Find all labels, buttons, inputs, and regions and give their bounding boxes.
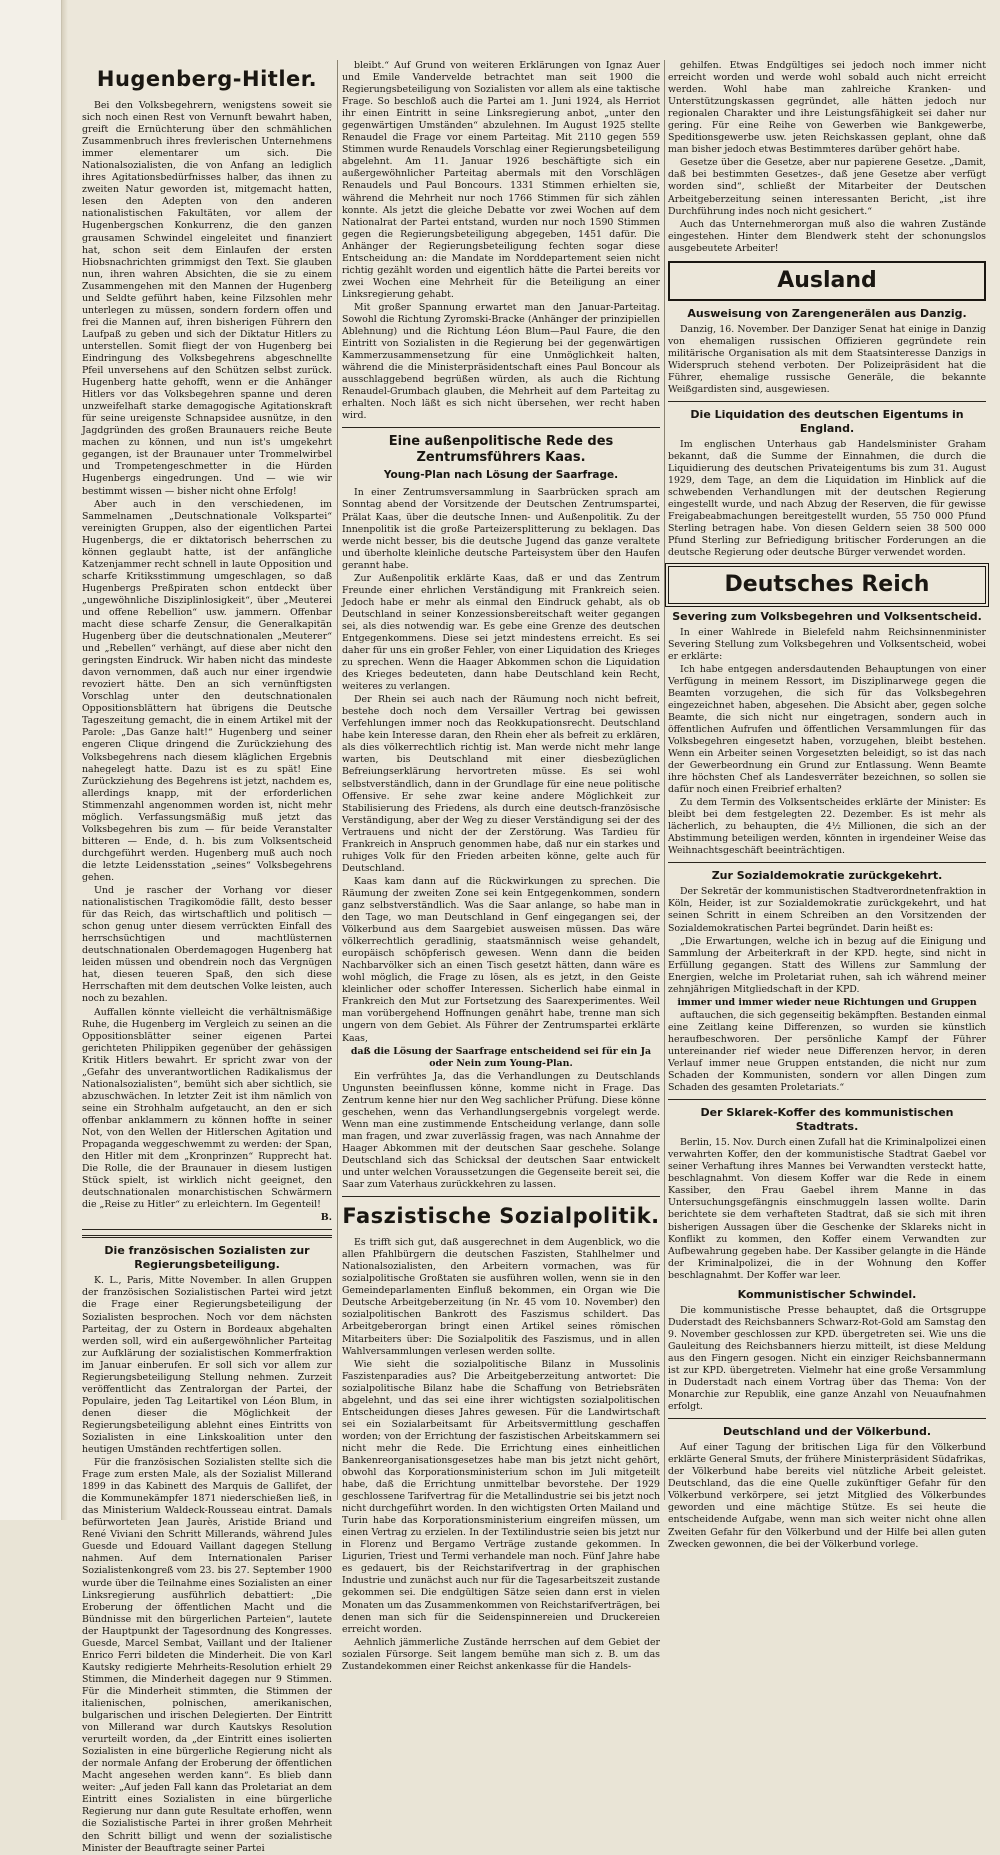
separator [668, 1418, 986, 1419]
article-paragraph: Im englischen Unterhaus gab Handelsminister Graham bekannt, daß die Summe der Einnahmen, die durch die Liquidierung des deutschen Privateigentums bis zum 31. August 1929, dem Tage, an dem die Liquidation im Hinblick auf die schwebenden Verhandlungen mit der deutschen Regierung eingestellt wurde, und nach Abzug der Reserven, die für gewisse Freigabeabmachungen bereitgestellt wurden, 55 750 000 Pfund Sterling betragen habe. Von diesen Geldern seien 38 500 000 Pfund Sterling zur Befriedigung britischer Forderungen an die deutsche Regierung oder deutsche Bürger verwendet worden. [668, 439, 986, 559]
separator [342, 427, 660, 428]
article-paragraph: In einer Zentrumsversammlung in Saarbrücken sprach am Sonntag abend der Vorsitzende der Deutschen Zentrumspartei, Prälat Kaas, über die deutsche Innen- und Außenpolitik. Zu der Innenpolitik ist die große Parteizersplitterung zu beklagen. Das werde nicht besser, bis die deutsche Jugend das ganze veraltete und überholte kleinliche deutsche Parteisystem über den Haufen gerannt habe. [342, 487, 660, 571]
headline-liquidation: Die Liquidation des deutschen Eigentums in England. [690, 408, 964, 436]
article-paragraph: Aber auch in den verschiedenen, im Sammelnamen „Deutschnationale Volkspartei“ vereinigten Gruppen, also der eigentlichen Partei Hugenbergs, die er diktatorisch beherrschen zu können geglaubt hatte, ist der anfängliche Katzenjammer recht schnell in laute Opposition und scharfe Kritiksstimmung umgeschlagen, so daß Hugenbergs Preßpiraten schon entdeckt über „ungewöhnliche Disziplinlosigkeit“, über „Meuterei und offene Rebellion“ usw. jammern. Offenbar macht diese scharfe Zensur, die Generalkapitän Hugenberg über die deutschnationalen „Meuterer“ und „Rebellen“ verhängt, auf diese aber nicht den geringsten Eindruck. Wir haben nicht das mindeste davon vernommen, daß auch nur einer irgendwie revoziert hätte. Den an sich vernünftigsten Vorschlag unter den deutschnationalen Oppositionsblättern hat übrigens die Deutsche Tageszeitung gemacht, die in einem Artikel mit der Parole: „Das Ganze halt!“ Hugenberg und seiner engeren Clique dringend die Zurückziehung des Volksbegehrens nach diesem kläglichen Ergebnis nahegelegt hatte. Dazu ist es zu spät! Eine Zurückziehung des Begehrens ist jetzt, nachdem es, allerdings knapp, mit der erforderlichen Stimmenzahl angenommen worden ist, nicht mehr möglich. Verfassungsmäßig muß jetzt das Volksbegehren bis zum — für beide Veranstalter bitteren — Ende, d. h. bis zum Volksentscheid durchgeführt werden. Hugenberg muß auch noch die letzte Leidensstation „seines“ Volksbegehrens gehen. [82, 498, 332, 883]
article-paragraph: Auffallen könnte vielleicht die verhältnismäßige Ruhe, die Hugenberg im Vergleich zu seinen an die Oppositionsblätter seiner eigenen Partei gerichteten Philippiken gegenüber der gehässigen Kritik Hitlers bewahrt. Er spricht zwar von der „Gefahr des unverantwortlichen Radikalismus der Nationalsozialisten“, bemüht sich aber sichtlich, sie abzuschwächen. In letzter Zeit ist ihm nämlich von seine ein Strohhalm aufgetaucht, an den er sich offenbar anklammern zu können hoffte in seiner Not, von den Wellen der Hitlerschen Agitation und Propaganda weggeschwemmt zu werden: der Span, den Hitler mit dem „Kronprinzen“ Rupprecht hat. Die Rolle, die der Braunauer in diesem lustigen Stück spielt, ist wirklich nicht geeignet, den deutschnationalen monarchistischen Schwärmern die „Reise zu Hitler“ zu erleichtern. Im Gegenteil! [82, 1006, 332, 1211]
article-paragraph: Die kommunistische Presse behauptet, daß die Ortsgruppe Duderstadt des Reichsbanners Schwarz-Rot-Gold am Samstag den 9. November geschlossen zur KPD. übergetreten sei. Wie uns die Gauleitung des Reichsbanners hierzu mitteilt, ist diese Meldung aus den Fingern gesogen. Nicht ein einziger Reichsbannermann ist zur KPD. übergetreten. Vielmehr hat eine große Versammlung in Duderstadt nach einem Vortrag über das Thema: Von der Monarchie zur Republik, eine ganze Anzahl von Neuaufnahmen erfolgt. [668, 1304, 986, 1413]
column-2 [342, 60, 660, 1672]
article-paragraph: Und je rascher der Vorhang vor dieser nationalistischen Tragikomödie fällt, desto besser für das Reich, das wirtschaftlich und politisch — schon genug unter diesem verrückten Einfall des herrschsüchtigen und machtlüsternen deutschnationalen Oberdemagogen Hugenberg hat leiden müssen und obendrein noch das Vergnügen hat, diesen teueren Spaß, den sich diese Herrschaften mit dem deutschen Volke leisten, auch noch zu bezahlen. [82, 885, 332, 1005]
column-1 [82, 60, 332, 1854]
separator [82, 1235, 332, 1238]
article-paragraph: Es trifft sich gut, daß ausgerechnet in dem Augenblick, wo die allen Pfahlbürgern die deutschen Faszisten, Stahlhelmer und Nationalsozialisten, den Arbeitern vormachen, was für sozialpolitische Großtaten sie ausführen wollen, wenn sie in den Gemeindeparlamenten Einfluß bekommen, ein Organ wie Die Deutsche Arbeitgeberzeitung (in Nr. 45 vom 10. November) den sozialpolitischen Bankrott des Faszismus schildert. Das Arbeitgeberorgan bringt einen Artikel seines römischen Mitarbeiters über: Die Sozialpolitik des Faszismus, und in allen Wahlversammlungen verlesen werden sollte. [342, 1237, 660, 1357]
column-3 [668, 60, 987, 1550]
page-fold [62, 0, 68, 1520]
article-paragraph: Für die französischen Sozialisten stellte sich die Frage zum ersten Male, als der Sozialist Millerand 1899 in das Kabinett des Marquis de Gallifet, der die Kommunekämpfer 1871 niederschießen ließ, in das Ministerium Waldeck-Rousseau eintrat. Damals befürworteten Jean Jaurès, Aristide Briand und René Viviani den Schritt Millerands, während Jules Guesde und Edouard Vaillant dagegen Stellung nahmen. Auf dem Internationalen Pariser Sozialistenkongreß vom 23. bis 27. September 1900 wurde über die Teilnahme eines Sozialisten an einer Linksregierung ausführlich debattiert: „Die Eroberung der öffentlichen Macht und die Bündnisse mit den bürgerlichen Parteien“, lautete der Hauptpunkt der Tagesordnung des Kongresses. Guesde, Marcel Sembat, Vaillant und der Italiener Enrico Ferri bildeten die Minderheit. Die von Karl Kautsky redigierte Mehrheits-Resolution erhielt 29 Stimmen, die Minderheit dagegen nur 9 Stimmen. Für die Minderheit stimmten, die Stimmen der italienischen, polnischen, amerikanischen, bulgarischen und irischen Delegierten. Der Eintritt von Millerand war durch Kautskys Resolution verurteilt worden, da „der Eintritt eines isolierten Sozialisten in eine bürgerliche Regierung nicht als der normale Anfang der Eroberung der öffentlichen Macht angesehen werden kann“. Es blieb dann weiter: „Auf jeden Fall kann das Proletariat an dem Eintritt eines Sozialisten in eine bürgerliche Regierung nur dann gute Resultate erhoffen, wenn die Sozialistische Partei in ihrer großen Mehrheit den Schritt billigt und wenn der sozialistische Minister der Beauftragte seiner Partei [82, 1457, 332, 1854]
article-emphasis: daß die Lösung der Saarfrage entscheidend sei für ein Ja oder Nein zum Young-Plan. [350, 1045, 652, 1069]
headline-sklarek-koffer: Der Sklarek-Koffer des kommunistischen Stadtrats. [700, 1106, 954, 1134]
article-paragraph: Der Rhein sei auch nach der Räumung noch nicht befreit, bestehe doch noch dem Versailler Vertrag bei gewissen Verfehlungen immer noch das Reokkupationsrecht. Deutschland habe kein Interesse daran, den Rhein eher als befreit zu erklären, als dies völkerrechtlich richtig ist. Man werde nicht mehr lange warten, bis Deutschland mit einer diesbezüglichen Befreiungserklärung hervortreten müsse. Es sei wohl selbstverständlich, dann in der Grundlage für eine neue politische Offensive. Er sehe zwar keine andere Möglichkeit zur Stabilisierung des Friedens, als durch eine deutsch-französische Verständigung, aber der Weg zu dieser Verständigung sei der des Vertrauens und nicht der der Zerstörung. Was Tardieu für Frankreich in Anspruch genommen habe, daß nur ein starkes und ruhiges Volk für den Frieden arbeiten könne, gelte auch für Deutschland. [342, 694, 660, 874]
article-paragraph: Ein verfrühtes Ja, das die Verhandlungen zu Deutschlands Ungunsten beeinflussen könne, komme nicht in Frage. Das Zentrum kenne hier nur den Weg sachlicher Prüfung. Diese könne geschehen, wenn das Verhandlungsergebnis vorgelegt werde. Wenn man eine zustimmende Entscheidung verlange, dann solle man fragen, und zwar zuverlässig fragen, was nach Annahme der Haager Abkommen mit der deutschen Saar geschehe. Solange Deutschland sich das Schicksal der deutschen Saar entwickelt und unter welchen Voraussetzungen die Gegenseite bereit sei, die Saar zum Vaterhaus zurückkehren zu lassen. [342, 1070, 660, 1191]
headline-hugenberg-hitler: Hugenberg-Hitler. [96, 67, 318, 91]
headline-communist-swindle: Kommunistischer Schwindel. [737, 1287, 917, 1301]
separator [668, 862, 986, 863]
article-paragraph: bleibt.“ Auf Grund von weiteren Erklärungen von Ignaz Auer und Emile Vandervelde betrachtet man seit 1900 die Regierungsbeteiligung von Sozialisten vor allem als eine taktische Frage. So beschloß auch die Partei am 1. Juni 1924, als Herriot ihr einen Eintritt in seine Linksregierung anbot, „unter den gegenwärtigen Umständen“ abzulehnen. Im August 1925 stellte Renaudel die Frage vor einem Parteitag. Mit 2110 gegen 559 Stimmen wurde Renaudels Vorschlag einer Regierungsbeteiligung abgelehnt. Am 11. Januar 1926 beschäftigte sich ein außergewöhnlicher Parteitag abermals mit den Vorschlägen Renaudels und Paul Boncours. 1331 Stimmen erhielten sie, während die Mehrheit nur noch 1766 Stimmen für sich zählen konnte. Als jetzt die gleiche Debatte vor zwei Wochen auf dem Nationalrat der Partei entstand, wurden nur noch 1590 Stimmen gegen die Regierungsbeteiligung abgegeben, 1451 dafür. Die Anhänger der Regierungsbeteiligung fechten sogar diese Entscheidung an: die Mandate im Norddepartement seien nicht richtig gezählt worden und eigentlich hätte die Partei bereits vor zwei Wochen eine Mehrheit für die Beteiligung an einer Linksregierung gehabt. [342, 60, 660, 300]
article-paragraph: Ich habe entgegen andersdautenden Behauptungen von einer Verfügung in meinem Ressort, im Disziplinarwege gegen die Beamten vorzugehen, die sich für das Volksbegehren eingezeichnet haben, abgesehen. Die Absicht aber, gegen solche Beamte, die sich nicht nur eingetragen, sondern auch in öffentlichen Aufrufen und öffentlichen Versammlungen für das Volksbegehren eingesetzt haben, vorzugehen, bleibt bestehen. Wenn ein Arbeiter seinen Vorgesetzten beleidigt, so ist das nach der Gewerbeordnung ein Grund zur Entlassung. Wenn Beamte ihre höchsten Chef als Landesverräter bezeichnen, so sollen sie dafür noch einen Freibrief erhalten? [668, 663, 986, 796]
column-rule-1 [337, 60, 338, 1500]
article-paragraph: Bei den Volksbegehrern, wenigstens soweit sie sich noch einen Rest von Vernunft bewahrt haben, greift die Ernüchterung über den schmählichen Zusammenbruch ihres frevlerischen Unternehmens immer elementarer um sich. Die Nationalsozialisten, die von Anfang an lediglich ihres Agitationsbedürfnisses halber, das ihnen zu zweiten Natur geworden ist, mitgemacht hatten, lesen den Adepten von den anderen nationalistischen Fakultäten, vor allem der Hugenbergschen Konkurrenz, die den ganzen grausamen Schwindel eingeleitet und finanziert hat, schon seit dem Einlaufen der ersten Hiobsnachrichten grimmigst den Text. Sie glauben nun, ihren wahren Absichten, die sie zu einem Zusammengehen mit den Mannen der Hugenberg und Seldte geführt haben, keine Filzsohlen mehr unterlegen zu müssen, sondern fordern offen und frei die Mannen auf, ihren bisherigen Führern den Laufpaß zu geben und sich der Diktatur Hitlers zu unterstellen. Somit fliegt der von Hugenberg bei Eindringung des Volksbegehrens abgeschnellte Pfeil unversehens auf den Schützen selbst zurück. Hugenberg hatte gehofft, wenn er die Anhänger Hitlers vor das Volksbegehren spanne und deren unzweifelhaft starke demagogische Agitationskraft für seine ureigenste Schnapsidee ausnütze, in den Jagdgründen des großen Braunauers reiche Beute machen zu können, und nun ist's umgekehrt gegangen, ist der Braunauer unter Trommelwirbel und Trompetengeschmetter in die Hürden Hugenbergs eingedrungen. Und — wie wir bestimmt wissen — bisher nicht ohne Erfolg! [82, 100, 332, 497]
article-paragraph: Aehnlich jämmerliche Zustände herrschen auf dem Gebiet der sozialen Fürsorge. Seit langem bemühe man sich z. B. um das Zustandekommen einer Reichst ankenkasse für die Handels- [342, 1636, 660, 1672]
article-paragraph: Auch das Unternehmerorgan muß also die wahren Zustände eingestehen. Hinter dem Blendwerk steht der schonungslos ausgebeutete Arbeiter! [668, 218, 986, 254]
headline-kaas-speech: Eine außenpolitische Rede des Zentrumsführers Kaas. [388, 434, 614, 466]
article-paragraph: Mit großer Spannung erwartet man den Januar-Parteitag. Sowohl die Richtung Zyromski-Bracke (Anhänger der prinzipiellen Ablehnung) und die Richtung Léon Blum—Paul Faure, die den Eintritt von Sozialisten in die Regierung bei der gegenwärtigen Kammerzusammensetzung für eine Unmöglichkeit halten, während die die Ministerpräsidentschaft eines Paul Boncour als ausschlaggebend begrüßen würden, als auch die Richtung Renaudel-Grumbach glauben, die Mehrheit auf dem Parteitag zu erhalten. Noch läßt es sich nicht übersehen, wer recht haben wird. [342, 301, 660, 422]
article-paragraph: In einer Wahlrede in Bielefeld nahm Reichsinnenminister Severing Stellung zum Volksbegehren und Volksentscheid, wobei er erklärte: [668, 626, 986, 662]
section-header-ausland: Ausland [668, 261, 986, 301]
article-signature: B. [320, 1212, 332, 1224]
headline-social-democracy: Zur Sozialdemokratie zurückgekehrt. [711, 869, 943, 883]
article-paragraph: gehilfen. Etwas Endgültiges sei jedoch noch immer nicht erreicht worden und werde wohl sobald auch nicht erreicht werden. Wohl habe man zahlreiche Kranken- und Unterstützungskassen gegründet, alle hätten jedoch nur regionalen Charakter und ihre Leistungsfähigkeit sei daher nur gering. Für eine Reihe von Gewerben wie Bankgewerbe, Speditionsgewerbe usw. jeten Reichskassen geplant, ohne daß man bisher jedoch etwas Bestimmteres darüber gehört habe. [668, 60, 986, 156]
column-rule-2 [664, 60, 665, 1500]
article-paragraph: Kaas kam dann auf die Rückwirkungen zu sprechen. Die Räumung der zweiten Zone sei kein Entgegenkommen, sondern ganz selbstverständlich. Was die Saar anlange, so habe man in den Tage, wo man Deutschland in Genf eingegangen sei, der Völkerbund aus dem Saargebiet ausweisen müssen. Das wäre völkerrechtlich geradlinig, staatsmännisch weise gehandelt, europäisch schöpferisch gewesen. Wenn dann die beiden Nachbarvölker sich an einen Tisch gesetzt hätten, dann wäre es wohl möglich, die Frage zu lösen, als es jetzt, in den Geiste kleinlicher oder schoffer Interessen. Sicherlich habe einmal in Frankreich den Mut zur Fortsetzung des Saarexperimentes. Weil man vorübergehend Hoffnungen genährt habe, trenne man sich ungern von dem Gebiet. Als Führer der Zentrumspartei erklärte Kaas, [342, 875, 660, 1044]
separator [342, 1196, 660, 1197]
separator [668, 401, 986, 402]
subheadline-young-plan: Young-Plan nach Lösung der Saarfrage. [383, 469, 619, 482]
article-paragraph: „Die Erwartungen, welche ich in bezug auf die Einigung und Sammlung der Arbeiterkraft in der KPD. hegte, sind nicht in Erfüllung gegangen. Statt des Willens zur Sammlung der Energien, welche im Proletariat ruhen, sah ich während meiner zehnjährigen Mitgliedschaft in der KPD. [668, 935, 986, 995]
headline-fascist-social-policy: Faszistische Sozialpolitik. [342, 1204, 660, 1229]
headline-danzig: Ausweisung von Zarengenerälen aus Danzig. [687, 306, 967, 320]
article-paragraph: auftauchen, die sich gegenseitig bekämpften. Bestanden einmal eine Zeitlang keine Differenzen, so wurden sie künstlich heraufbeschworen. Der persönliche Kampf der Führer untereinander rief wieder neue Differenzen hervor, in deren Verlauf immer neue Gruppen entstanden, die nicht nur zum Schaden der Kommunisten, sondern vor allen Dingen zum Schaden des gesamten Proletariats.“ [668, 1009, 986, 1094]
article-paragraph: Gesetze über die Gesetze, aber nur papierene Gesetze. „Damit, daß bei bestimmten Gesetzes-, daß jene Gesetze aber verfügt worden sind“, schließt der Mitarbeiter der Deutschen Arbeitgeberzeitung seinen interessanten Bericht, „ist ihre Durchführung indes noch nicht gesichert.“ [668, 157, 986, 217]
article-paragraph: Wie sieht die sozialpolitische Bilanz in Mussolinis Faszistenparadies aus? Die Arbeitgeberzeitung antwortet: Die sozialpolitische Bilanz habe die Schaffung von Betriebsräten abgelehnt, und das sei eine ihrer wichtigsten sozialpolitischen Entscheidungen dieses Jahres gewesen. Für die Landwirtschaft sei ein Sozialarbeitsamt für Arbeitsvermittlung geschaffen worden; von der Errichtung der faszistischen Arbeitskammern sei nicht mehr die Rede. Die Errichtung eines einheitlichen Bankenreorganisationsgesetzes habe man bis jetzt nicht gehört, obwohl das Korporationsministerium schon im Juli mitgeteilt habe, daß die Errichtung unmittelbar bevorstehe. Der 1929 geschlossene Tarifvertrag für die Metallindustrie sei bis jetzt noch nicht durchgeführt worden. In den wichtigsten Orten Mailand und Turin habe das Korporationsministerium eingreifen müssen, um einen Vertrag zu erzielen. In der Textilindustrie seien bis jetzt nur in Florenz und Bergamo Verträge zustande gekommen. In Ligurien, Triest und Termi verhandele man noch. Fünf Jahre habe es gedauert, bis der Reichstarifvertrag in der graphischen Industrie und zunächst auch nur für die Tagesarbeitszeit zustande gekommen sei. Die endgültigen Sätze seien dann erst in vielen Monaten um das Zusammenkommen von Reichstarifverträgen, bei denen man sich für die Seidenspinnereien und Druckereien erreicht worden. [342, 1358, 660, 1635]
separator [82, 1229, 332, 1230]
headline-severing: Severing zum Volksbegehren und Volksentscheid. [672, 609, 982, 623]
page-margin [0, 0, 62, 1520]
separator [668, 1099, 986, 1100]
section-header-deutsches-reich: Deutsches Reich [668, 566, 986, 604]
article-paragraph: K. L., Paris, Mitte November. In allen Gruppen der französischen Sozialistischen Partei wird jetzt die Frage einer Regierungsbeteiligung der Sozialisten besprochen. Noch vor dem nächsten Parteitag, der zu Ostern in Bordeaux abgehalten werden soll, wird ein außergewöhnlicher Parteitag zur Aufklärung der sozialistischen Kommerfraktion im Januar einberufen. Er soll sich vor allem zur Regierungsbeteiligung Stellung nehmen. Zurzeit veröffentlicht das Zentralorgan der Partei, der Populaire, jeden Tag Leitartikel von Léon Blum, in denen dieser die Möglichkeit der Regierungsbeteiligung ablehnt eines Eintritts von Sozialisten in eine Linkskoalition unter den heutigen Umständen rechtfertigen sollen. [82, 1275, 332, 1456]
article-paragraph: Zu dem Termin des Volksentscheides erklärte der Minister: Es bleibt bei dem festgelegten 22. Dezember. Es ist mehr als lächerlich, zu behaupten, die 4½ Millionen, die sich an der Abstimmung beteiligen werden, könnten in irgendeiner Weise das Weihnachtsgeschäft beeinträchtigen. [668, 797, 986, 857]
article-paragraph: Auf einer Tagung der britischen Liga für den Völkerbund erklärte General Smuts, der frühere Ministerpräsident Südafrikas, der Völkerbund habe bereits viel nützliche Arbeit geleistet. Deutschland, das die eine Quelle zukünftiger Gefahr für den Völkerbund verkörpere, sei jetzt Mitglied des Völkerbundes geworden und eine mächtige Stütze. Es sei heute die entscheidende Aufgabe, wenn man sich weiter nicht ohne allen Zweiten Gefahr für den Völkerbund und der Hilfe bei allen guten Zwecken gewonnen, die bei der Völkerbund vorlege. [668, 1442, 986, 1550]
article-paragraph: Der Sekretär der kommunistischen Stadtverordnetenfraktion in Köln, Heider, ist zur Sozialdemokratie zurückgekehrt, und hat seinen Schritt in einem Schreiben an den Vorsitzenden der Sozialdemokratischen Partei begründet. Darin heißt es: [668, 886, 986, 934]
article-emphasis: immer und immer wieder neue Richtungen und Gruppen [677, 996, 977, 1008]
article-paragraph: Danzig, 16. November. Der Danziger Senat hat einige in Danzig von ehemaligen russischen Offizieren gegründete rein militärische Organisation als mit dem Staatsinteresse Danzigs in Widerspruch stehend verboten. Der Polizeipräsident hat die Führer, ehemalige russische Generäle, die bekannte Weißgardisten sind, ausgewiesen. [668, 323, 986, 395]
article-paragraph: Berlin, 15. Nov. Durch einen Zufall hat die Kriminalpolizei einen verwahrten Koffer, den der kommunistische Stadtrat Gaebel vor seiner Verhaftung ihres Mannes bei Verwandten versteckt hatte, beschlagnahmt. Von diesem Koffer war die Rede in einem Kassiber, den Frau Gaebel ihrem Manne in das Untersuchungsgefängnis einschmuggeln lassen wollte. Darin berichtete sie dem verhafteten Stadtrat, daß sie sich mit ihren bisherigen Aussagen über die Geschenke der Sklareks nicht in Konflikt zu kommen, den Koffer einem Verwandten zur Aufbewahrung gegeben habe. Der Kassiber gelangte in die Hände der Kriminalpolizei, die in der Wohnung den Koffer beschlagnahmt. Der Koffer war leer. [668, 1137, 987, 1281]
headline-league-of-nations: Deutschland und der Völkerbund. [723, 1425, 931, 1439]
article-paragraph: Zur Außenpolitik erklärte Kaas, daß er und das Zentrum Freunde einer ehrlichen Verständigung mit Frankreich seien. Jedoch habe er mehr als einmal den Eindruck gehabt, als ob Deutschland in seiner Konzessionsbereitschaft weiter gegangen sei, als dies notwendig war. Es gebe eine Grenze des deutschen Entgegenkommens. Diese sei jetzt mindestens erreicht. Es sei daher für uns ein großer Fehler, von einer Liquidation des Krieges zu sprechen. Wenn die Haager Abkommen schon die Liquidation des Krieges bedeuteten, dann habe Deutschland kein Recht, weiteres zu verlangen. [342, 572, 660, 693]
headline-french-socialists: Die französischen Sozialisten zur Regierungsbeteiligung. [104, 1244, 310, 1272]
